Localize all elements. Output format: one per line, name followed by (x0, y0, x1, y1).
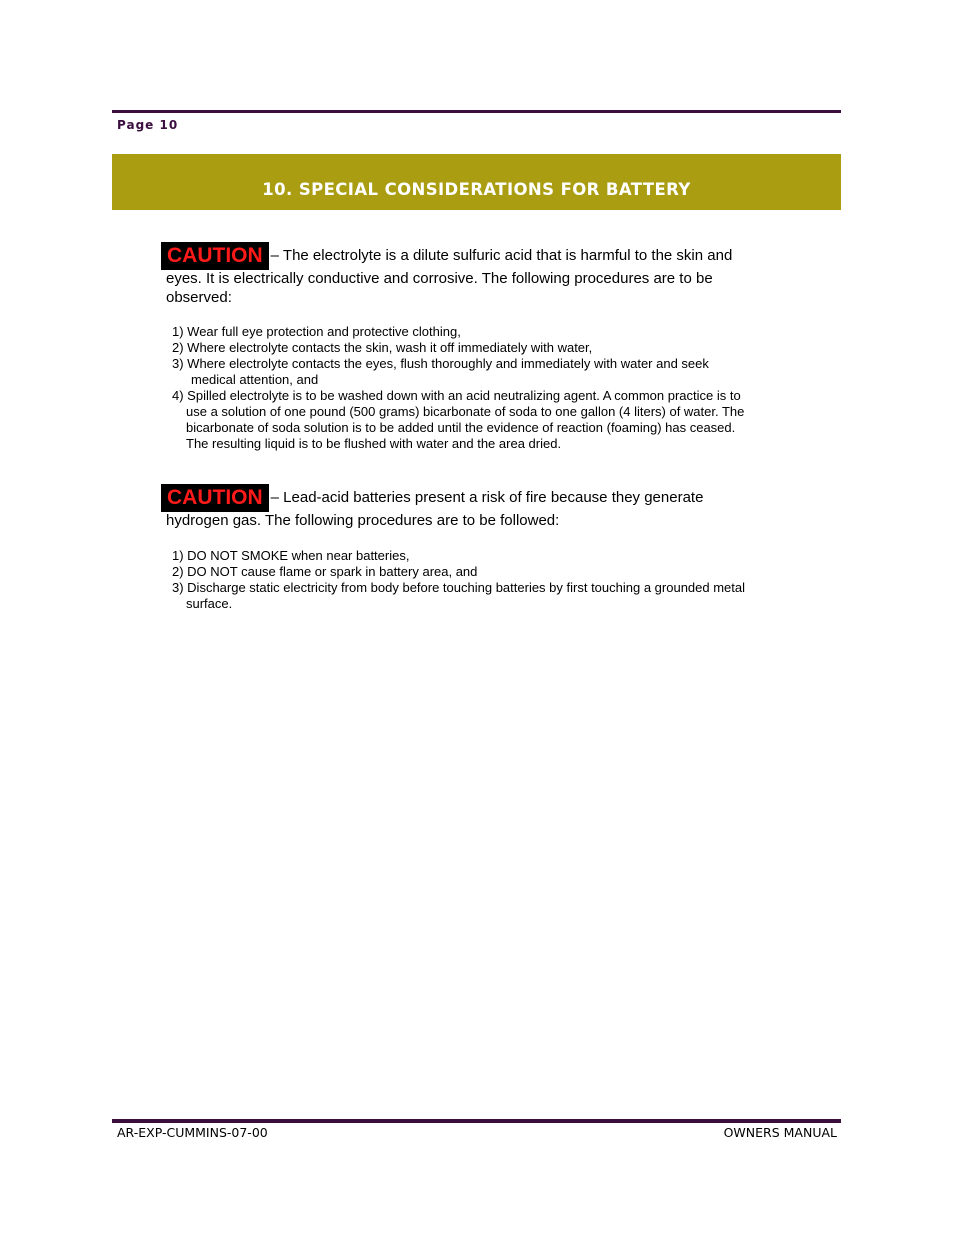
bottom-rule (112, 1119, 841, 1123)
electrolyte-procedures (172, 324, 752, 452)
section-banner (112, 154, 841, 210)
caution-text: – Lead-acid batteries present a risk of fire because they generate hydrogen gas. The following procedures are to be followed: (166, 489, 704, 529)
list-item: 2) DO NOT cause flame or spark in battery area, and (172, 564, 478, 579)
fire-procedures (172, 548, 752, 612)
caution-text: – The electrolyte is a dilute sulfuric acid that is harmful to the skin and eyes. It is electrically conductive and corrosive. The following procedures are to be observed: (166, 247, 733, 306)
caution-electrolyte (166, 242, 746, 307)
manual-title: OWNERS MANUAL (723, 1125, 837, 1140)
list-item: 3) Where electrolyte contacts the eyes, flush thoroughly and immediately with water and seek medical attention, and (172, 356, 709, 387)
document-code: AR-EXP-CUMMINS-07-00 (117, 1125, 268, 1140)
page-number: Page 10 (117, 118, 179, 132)
section-title: 10. SPECIAL CONSIDERATIONS FOR BATTERY (262, 179, 691, 199)
caution-fire (166, 484, 746, 531)
list-item: 3) Discharge static electricity from body before touching batteries by first touching a grounded metal surface. (172, 580, 746, 611)
caution-badge: CAUTION (161, 484, 269, 512)
list-item: 4) Spilled electrolyte is to be washed down with an acid neutralizing agent. A common practice is to use a solution of one pound (500 grams) bicarbonate of soda to one gallon (4 liters) of water. The bicarbonate of soda solution is to be added until the evidence of reaction (foaming) has ceased. The resulting liquid is to be flushed with water and the area dried. (172, 388, 745, 451)
top-rule (112, 110, 841, 113)
list-item: 1) Wear full eye protection and protective clothing, (172, 324, 461, 339)
caution-badge: CAUTION (161, 242, 269, 270)
list-item: 1) DO NOT SMOKE when near batteries, (172, 548, 410, 563)
list-item: 2) Where electrolyte contacts the skin, wash it off immediately with water, (172, 340, 593, 355)
